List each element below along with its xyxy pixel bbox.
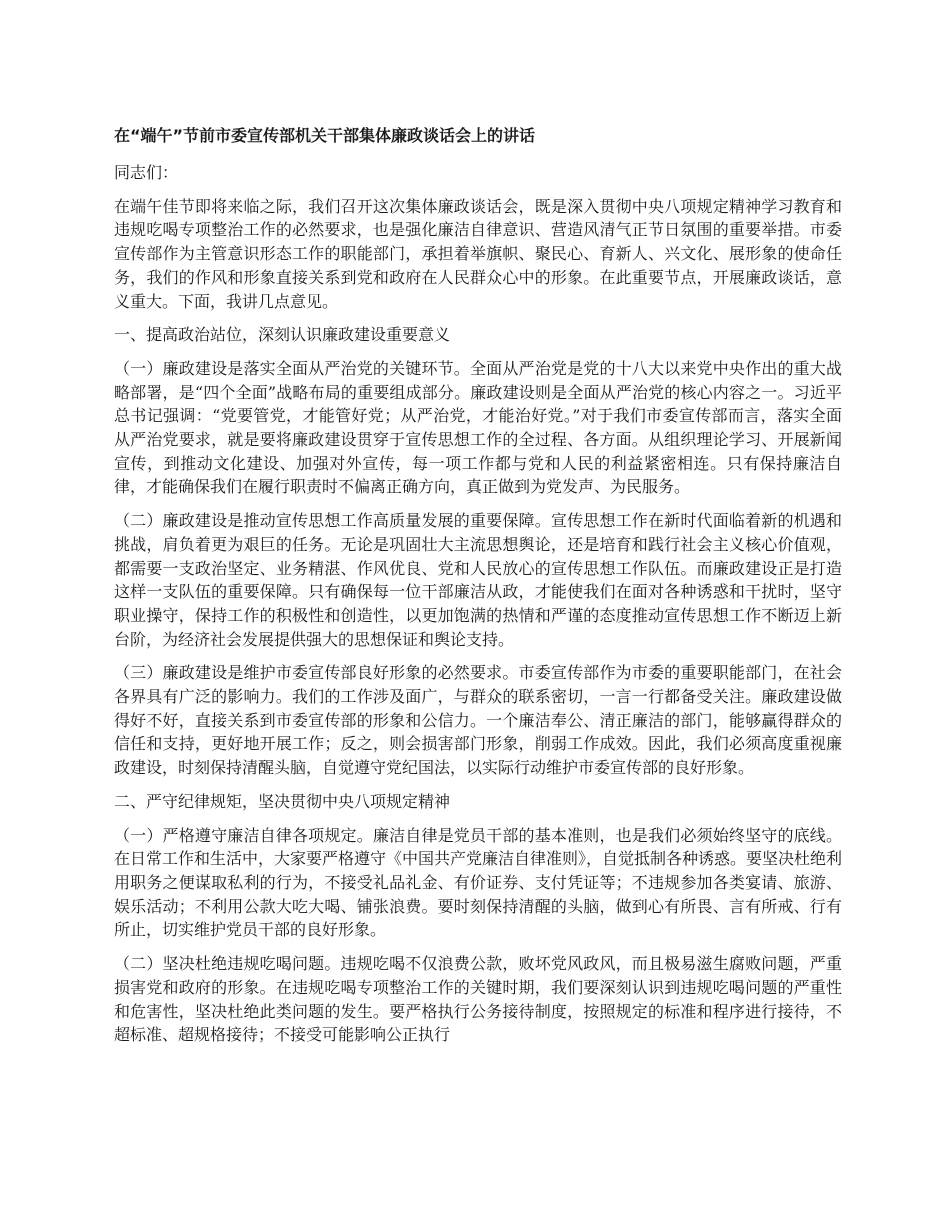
- document-page: [114, 124, 842, 1057]
- section-1-paragraph-1: （一）廉政建设是落实全面从严治党的关键环节。全面从严治党是党的十八大以来党中央作出的重大战略部署，是“四个全面”战略布局的重要组成部分。廉政建设则是全面从严治党的核心内容之一。习近平总书记强调：“党要管党，才能管好党；从严治党，才能治好党。”对于我们市委宣传部而言，落实全面从严治党要求，就是要将廉政建设贯穿于宣传思想工作的全过程、各方面。从组织理论学习、开展新闻宣传，到推动文化建设、加强对外宣传，每一项工作都与党和人民的利益紧密相连。只有保持廉洁自律，才能确保我们在履行职责时不偏离正确方向，真正做到为党发声、为民服务。: [114, 358, 842, 497]
- section-1-paragraph-2: （二）廉政建设是推动宣传思想工作高质量发展的重要保障。宣传思想工作在新时代面临着新的机遇和挑战，肩负着更为艰巨的任务。无论是巩固壮大主流思想舆论，还是培育和践行社会主义核心价值观，都需要一支政治坚定、业务精湛、作风优良、党和人民放心的宣传思想工作队伍。而廉政建设正是打造这样一支队伍的重要保障。只有确保每一位干部廉洁从政，才能使我们在面对各种诱惑和干扰时，坚守职业操守，保持工作的积极性和创造性，以更加饱满的热情和严谨的态度推动宣传思想工作不断迈上新台阶，为经济社会发展提供强大的思想保证和舆论支持。: [114, 511, 842, 649]
- section-2-paragraph-2: （二）坚决杜绝违规吃喝问题。违规吃喝不仅浪费公款，败坏党风政风，而且极易滋生腐败问题，严重损害党和政府的形象。在违规吃喝专项整治工作的关键时期，我们要深刻认识到违规吃喝问题的严重性和危害性，坚决杜绝此类问题的发生。要严格执行公务接待制度，按照规定的标准和程序进行接待，不超标准、超规格接待；不接受可能影响公正执行: [114, 954, 842, 1045]
- section-1-paragraph-3: （三）廉政建设是维护市委宣传部良好形象的必然要求。市委宣传部作为市委的重要职能部门，在社会各界具有广泛的影响力。我们的工作涉及面广，与群众的联系密切，一言一行都备受关注。廉政建设做得好不好，直接关系到市委宣传部的形象和公信力。一个廉洁奉公、清正廉洁的部门，能够赢得群众的信任和支持，更好地开展工作；反之，则会损害部门形象，削弱工作成效。因此，我们必须高度重视廉政建设，时刻保持清醒头脑，自觉遵守党纪国法，以实际行动维护市委宣传部的良好形象。: [114, 663, 842, 778]
- salutation: 同志们：: [114, 163, 179, 182]
- document-title: 在“端午”节前市委宣传部机关干部集体廉政谈话会上的讲话: [114, 126, 536, 145]
- section-2-heading: 二、严守纪律规矩，坚决贯彻中央八项规定精神: [114, 791, 451, 811]
- intro-paragraph: 在端午佳节即将来临之际，我们召开这次集体廉政谈话会，既是深入贯彻中央八项规定精神学习教育和违规吃喝专项整治工作的必然要求，也是强化廉洁自律意识、营造风清气正节日氛围的重要举措。市委宣传部作为主管意识形态工作的职能部门，承担着举旗帜、聚民心、育新人、兴文化、展形象的使命任务，我们的作风和形象直接关系到党和政府在人民群众心中的形象。在此重要节点，开展廉政谈话，意义重大。下面，我讲几点意见。: [114, 196, 842, 311]
- section-1-heading: 一、提高政治站位，深刻认识廉政建设重要意义: [114, 325, 451, 345]
- section-2-paragraph-1: （一）严格遵守廉洁自律各项规定。廉洁自律是党员干部的基本准则，也是我们必须始终坚守的底线。在日常工作和生活中，大家要严格遵守《中国共产党廉洁自律准则》，自觉抵制各种诱惑。要坚决杜绝利用职务之便谋取私利的行为，不接受礼品礼金、有价证券、支付凭证等；不违规参加各类宴请、旅游、娱乐活动；不利用公款大吃大喝、铺张浪费。要时刻保持清醒的头脑，做到心有所畏、言有所戒、行有所止，切实维护党员干部的良好形象。: [114, 825, 843, 940]
